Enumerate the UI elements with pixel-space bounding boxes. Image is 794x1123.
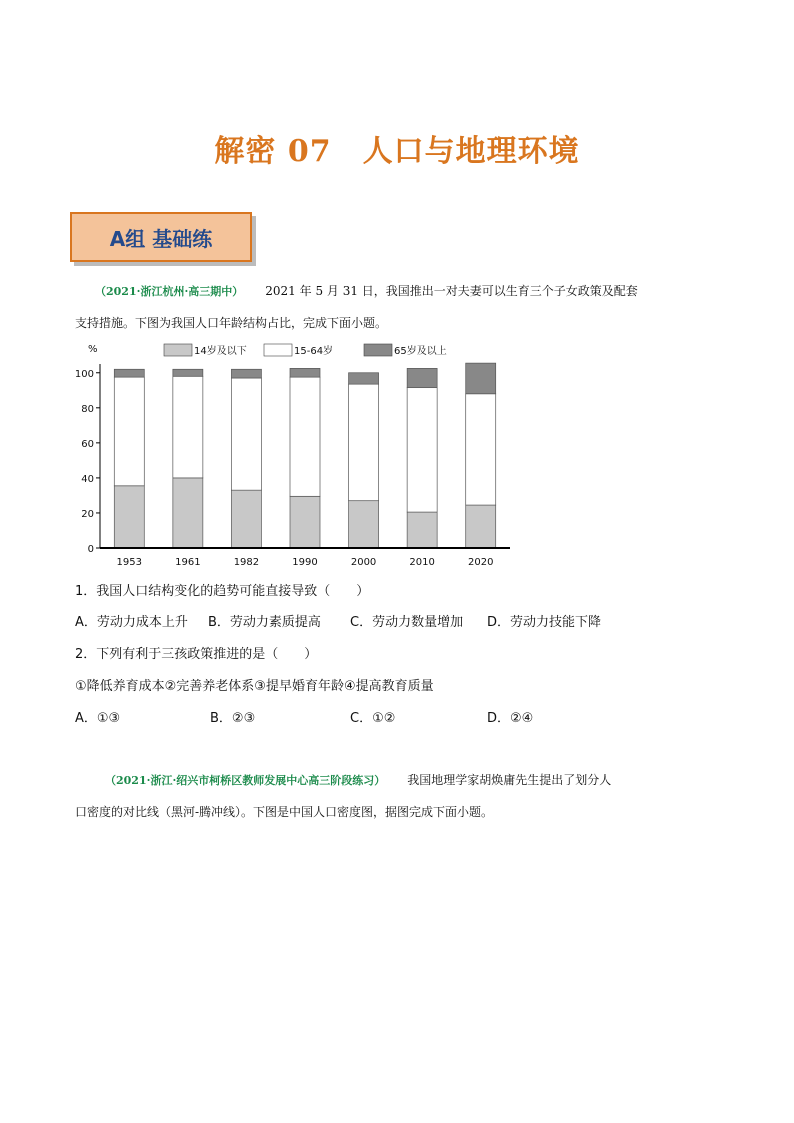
chart-svg [70, 340, 530, 572]
q1-option-c: C．劳动力数量增加 [350, 615, 464, 630]
bar-segment [349, 501, 379, 548]
q1-option-d: D．劳动力技能下降 [487, 615, 602, 630]
bar-segment [349, 384, 379, 501]
intro-text-line-2: 支持措施。下图为我国人口年龄结构占比，完成下面小题。 [75, 316, 388, 330]
question-source-2: （2021·浙江·绍兴市柯桥区教师发展中心高三阶段练习） [105, 774, 386, 787]
y-tick-label: 0 [87, 544, 94, 555]
bar-segment [466, 363, 496, 394]
legend-label: 15-64岁 [294, 346, 334, 357]
legend-label: 65岁及以上 [394, 346, 447, 357]
question-1-stem: 1．我国人口结构变化的趋势可能直接导致（ ） [75, 584, 370, 599]
bar-segment [231, 369, 261, 378]
bar-segment [466, 394, 496, 505]
y-tick-label: 60 [81, 438, 94, 450]
q1-option-a: A．劳动力成本上升 [75, 615, 188, 630]
intro-text-line-1: 2021 年 5 月 31 日，我国推出一对夫妻可以生育三个子女政策及配套 [265, 284, 638, 298]
bar-segment [407, 512, 437, 548]
bar-segment [466, 505, 496, 548]
y-tick-label: 40 [81, 473, 94, 485]
y-tick-label: 80 [81, 403, 94, 415]
x-tick-label: 2000 [350, 557, 377, 568]
x-tick-label: 1982 [233, 557, 260, 568]
bar-segment [114, 369, 144, 377]
bar-segment [173, 376, 203, 478]
bar-segment [173, 478, 203, 548]
intro-paragraph-1 [95, 277, 735, 306]
bar-segment [173, 369, 203, 376]
bar-segment [114, 377, 144, 486]
q1-option-b: B．劳动力素质提高 [208, 615, 321, 630]
legend-swatch [264, 344, 292, 356]
bar-segment [407, 388, 437, 512]
bar-segment [231, 378, 261, 490]
x-tick-label: 1961 [175, 557, 201, 568]
bar-segment [290, 377, 320, 496]
y-tick-label: 100 [74, 368, 94, 380]
x-tick-label: 2020 [467, 557, 494, 568]
q2-option-b: B．②③ [210, 711, 256, 726]
question-source: （2021·浙江杭州·高三期中） [95, 285, 244, 298]
age-structure-chart [70, 340, 530, 572]
bar-segment [290, 496, 320, 548]
intro2-text-line-2: 口密度的对比线（黑河-腾冲线）。下图是中国人口密度图，据图完成下面小题。 [75, 805, 494, 819]
section-heading: A组 基础练 [70, 212, 252, 262]
bar-segment [349, 373, 379, 384]
intro-paragraph-2 [105, 766, 745, 795]
y-tick-label: 20 [81, 508, 94, 520]
bar-segment [290, 368, 320, 377]
q2-option-c: C．①② [350, 711, 396, 726]
intro2-text-line-1: 我国地理学家胡焕庸先生提出了划分人 [407, 773, 612, 787]
intro-paragraph-2-cont [75, 798, 715, 826]
q2-option-a: A．①③ [75, 711, 121, 726]
y-axis-unit-label: % [88, 344, 98, 355]
intro-paragraph-1-cont [75, 309, 715, 337]
bar-segment [114, 486, 144, 548]
legend-swatch [364, 344, 392, 356]
bar-segment [407, 368, 437, 387]
page-title: 解密 07 人口与地理环境 [214, 134, 580, 169]
q2-option-d: D．②④ [487, 711, 534, 726]
x-tick-label: 1953 [116, 557, 143, 568]
legend-label: 14岁及以下 [194, 346, 247, 357]
legend-swatch [164, 344, 192, 356]
bar-segment [231, 490, 261, 548]
x-tick-label: 1990 [292, 557, 318, 568]
question-2-items: ①降低养育成本②完善养老体系③提早婚育年龄④提高教育质量 [75, 679, 434, 694]
question-2-stem: 2．下列有利于三孩政策推进的是（ ） [75, 647, 318, 662]
x-tick-label: 2010 [409, 557, 435, 568]
